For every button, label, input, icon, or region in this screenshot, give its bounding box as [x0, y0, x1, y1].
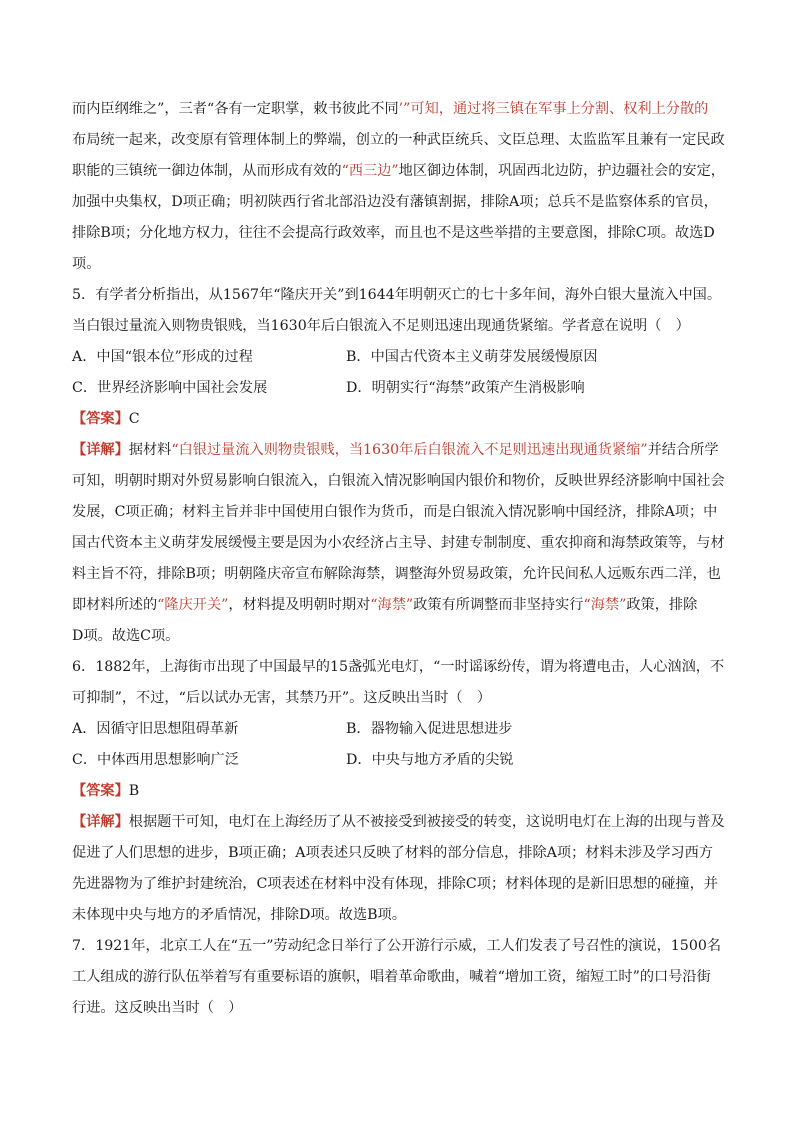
- option-d: D．中央与地方矛盾的尖锐: [346, 752, 514, 768]
- question-stem: 工人组成的游行队伍举着写有重要标语的旗帜，唱着革命歌曲，喊着“增加工资，缩短工时”的口号沿街: [72, 969, 711, 985]
- question-6-detail: 【详解】根据题干可知，电灯在上海经历了从不被接受到被接受的转变，这说明电灯在上海的出现与普及 促进了人们思想的进步，B项正确；A项表述只反映了材料的部分信息，排除A项；材料未涉及学习西方 先进器物为了维护封建统治，C项表述在材料中没有体现，排除C项；材料体现的是新旧思想的碰撞，并 未体现中央与地方的矛盾情况，排除D项。故选B项。: [72, 807, 722, 931]
- question-6: [72, 652, 725, 714]
- option-a: A．因循守旧思想阻碍革新: [72, 721, 239, 737]
- answer-value: C: [128, 411, 140, 427]
- option-b: B．器物输入促进思想进步: [346, 721, 513, 737]
- question-stem: 7．1921年，北京工人在“五一”劳动纪念日举行了公开游行示威，工人们发表了号召性的演说，1500名: [72, 938, 722, 954]
- question-5-detail: 【详解】据材料“白银过量流入则物贵银贱，当1630年后白银流入不足则迅速出现通货紧缩”并结合所学 可知，明朝时期对外贸易影响白银流入，白银流入情况影响国内银价和物价，反映世界经济影响中国社会 发展，C项正确；材料主旨并非中国使用白银作为货币，而是白银流入情况影响中国经济，排除A项；中 国古代资本主义萌芽发展缓慢主要是因为小农经济占主导、封建专制制度、重农抑商和海禁政策等，与材 料主旨不符，排除B项；明朝隆庆帝宣布解除海禁，调整海外贸易政策，允许民间私人远贩东西二洋，也 即材料所述的“隆庆开关”，材料提及明朝时期对“海禁”政策有所调整而非坚持实行“海禁”政策，排除 D项。故选C项。: [72, 435, 722, 652]
- text-line: 即材料所述的“隆庆开关”，材料提及明朝时期对“海禁”政策有所调整而非坚持实行“海禁”政策，排除: [72, 597, 698, 613]
- option-b: B．中国古代资本主义萌芽发展缓慢原因: [346, 349, 598, 365]
- text-line: 可知，明朝时期对外贸易影响白银流入，白银流入情况影响国内银价和物价，反映世界经济影响中国社会: [72, 473, 725, 489]
- answer-tag: 【答案】: [72, 783, 129, 799]
- option-c: C．中体西用思想影响广泛: [72, 752, 239, 768]
- question-stem: 可抑制”，不过，“后以试办无害，其禁乃开”。这反映出当时（ ）: [72, 690, 492, 706]
- text-line: 排除B项；分化地方权力，往往不会提高行政效率，而且也不是这些举措的主要意图，排除C项。故选D: [72, 225, 715, 241]
- text-line: D项。故选C项。: [72, 628, 180, 644]
- question-stem: 行进。这反映出当时（ ）: [72, 1000, 243, 1016]
- detail-tag: 【详解】: [72, 814, 129, 830]
- text-line: 促进了人们思想的进步，B项正确；A项表述只反映了材料的部分信息，排除A项；材料未涉及学习西方: [72, 845, 713, 861]
- question-5-options: [72, 342, 722, 404]
- question-stem: 当白银过量流入则物贵银贱，当1630年后白银流入不足则迅速出现通货紧缩。学者意在说明（ ）: [72, 318, 690, 334]
- text-line: 国古代资本主义萌芽发展缓慢主要是因为小农经济占主导、封建专制制度、重农抑商和海禁政策等，与材: [72, 535, 725, 551]
- question-5-answer: [72, 404, 722, 435]
- option-a: A．中国“银本位”形成的过程: [72, 349, 253, 365]
- text-line: 职能的三镇统一御边体制，从而形成有效的“西三边”地区御边体制，巩固西北边防，护边疆社会的安定，: [72, 163, 725, 179]
- text-line: 布局统一起来，改变原有管理体制上的弊端，创立的一种武臣统兵、文臣总理、太监监军且兼有一定民政: [72, 132, 725, 148]
- detail-tag: 【详解】: [72, 442, 129, 458]
- question-6-options: [72, 714, 722, 776]
- text-line: 发展，C项正确；材料主旨并非中国使用白银作为货币，而是白银流入情况影响中国经济，排除A项；中: [72, 504, 718, 520]
- text-line: 先进器物为了维护封建统治，C项表述在材料中没有体现，排除C项；材料体现的是新旧思想的碰撞，并: [72, 876, 718, 892]
- text-line: 加强中央集权，D项正确；明初陕西行省北部沿边没有藩镇割据，排除A项；总兵不是监察体系的官员，: [72, 194, 718, 210]
- text-line: 料主旨不符，排除B项；明朝隆庆帝宣布解除海禁，调整海外贸易政策，允许民间私人远贩东西二洋，也: [72, 566, 721, 582]
- question-7: [72, 931, 722, 1024]
- question-stem: 6．1882年，上海街市出现了中国最早的15盏弧光电灯，“一时谣诼纷传，谓为将遭电击，人心汹汹，不: [72, 659, 725, 675]
- option-d: D．明朝实行“海禁”政策产生消极影响: [346, 380, 585, 396]
- question-6-answer: [72, 776, 722, 807]
- text-line: 项。: [72, 256, 101, 272]
- question-stem: 5．有学者分析指出，从1567年“隆庆开关”到1644年明朝灭亡的七十多年间，海外白银大量流入中国。: [72, 287, 722, 303]
- option-c: C．世界经济影响中国社会发展: [72, 380, 268, 396]
- answer-tag: 【答案】: [72, 411, 129, 427]
- question-5: [72, 280, 722, 342]
- text-line: 未体现中央与地方的矛盾情况，排除D项。故选B项。: [72, 907, 406, 923]
- text-line: 而内臣纲维之”，三者“各有一定职掌，敕书彼此不同’”可知，通过将三镇在军事上分割、权利上分散的: [72, 101, 709, 117]
- q4-explanation-continued: [72, 94, 725, 280]
- answer-value: B: [128, 783, 140, 799]
